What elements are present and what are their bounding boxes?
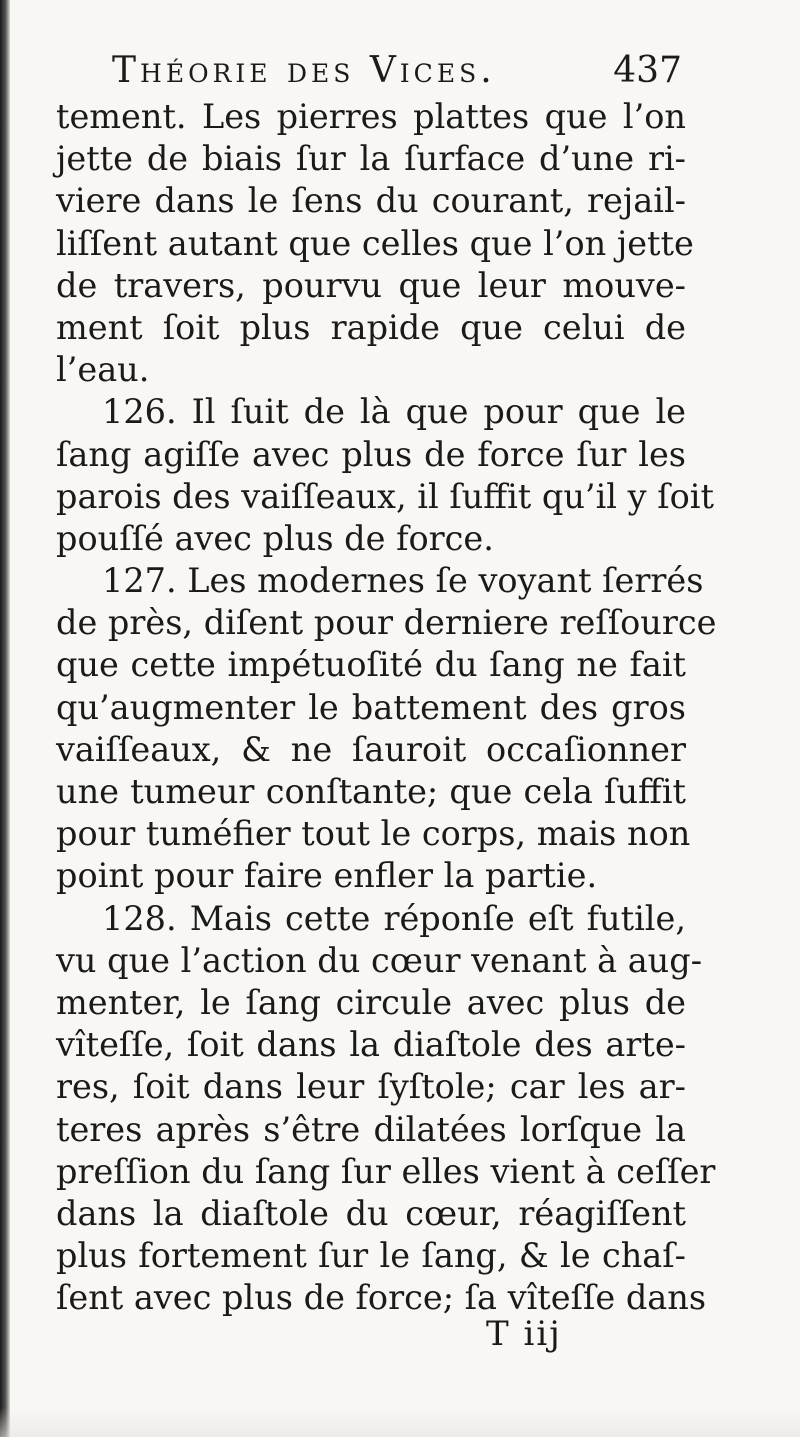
text-line: teres après s’être dilatées lorſque la [56,1109,686,1149]
body-text [56,96,717,1319]
text-line: ſent avec plus de force; ſa vîteſſe dans [56,1278,707,1318]
text-line: ſang agiſſe avec plus de force ſur les [56,434,686,474]
text-line: l’eau. [56,350,150,390]
text-line: qu’augmenter le battement des gros [56,687,686,727]
page-header [112,46,682,96]
text-line: parois des vaiſſeaux, il ſuffit qu’il y ſoit [56,476,714,516]
paragraph-128-start: 128. Mais cette réponſe eſt futile, [102,898,686,938]
text-line: pour tuméfier tout le corps, mais non [56,814,691,854]
paragraph-127-start: 127. Les modernes ſe voyant ſerrés [102,561,704,601]
text-line: vîteſſe, ſoit dans la diaſtole des arte- [56,1025,686,1065]
text-line: plus fortement ſur le ſang, & le chaſ- [56,1236,686,1276]
signature-mark: T iij [486,1314,562,1354]
text-line: vaiſſeaux, & ne ſauroit occaſionner [56,729,686,769]
text-line: que cette impétuoſité du ſang ne fait [56,645,686,685]
text-line: preſſion du ſang ſur elles vient à ceſſer [56,1151,716,1191]
text-line: viere dans le ſens du courant, rejail- [56,181,686,221]
paragraph-126-start: 126. Il ſuit de là que pour que le [102,392,686,432]
text-line: de travers, pourvu que leur mouve- [56,265,686,305]
text-line: dans la diaſtole du cœur, réagiſſent [56,1193,686,1233]
text-line: de près, diſent pour derniere reſſource [56,603,717,643]
text-line: pouſſé avec plus de force. [56,518,494,558]
running-title: Théorie des Vices. [112,50,496,91]
scan-shadow-edge [0,0,10,1437]
text-line: une tumeur conſtante; que cela ſuffit [56,772,686,811]
text-line: liſſent autant que celles que l’on jette [56,223,694,263]
page-number: 437 [613,50,682,91]
scan-shadow-bottom [0,1407,800,1437]
text-line: vu que l’action du cœur venant à aug- [56,940,703,980]
text-line: res, ſoit dans leur ſyſtole; car les ar- [56,1067,686,1107]
text-line: ment ſoit plus rapide que celui de [56,307,686,347]
text-line: menter, le ſang circule avec plus de [56,982,686,1022]
text-line: jette de biais ſur la ſurface d’une ri- [56,139,686,179]
text-line: tement. Les pierres plattes que l’on [56,97,686,136]
text-line: point pour faire enfler la partie. [56,856,598,896]
